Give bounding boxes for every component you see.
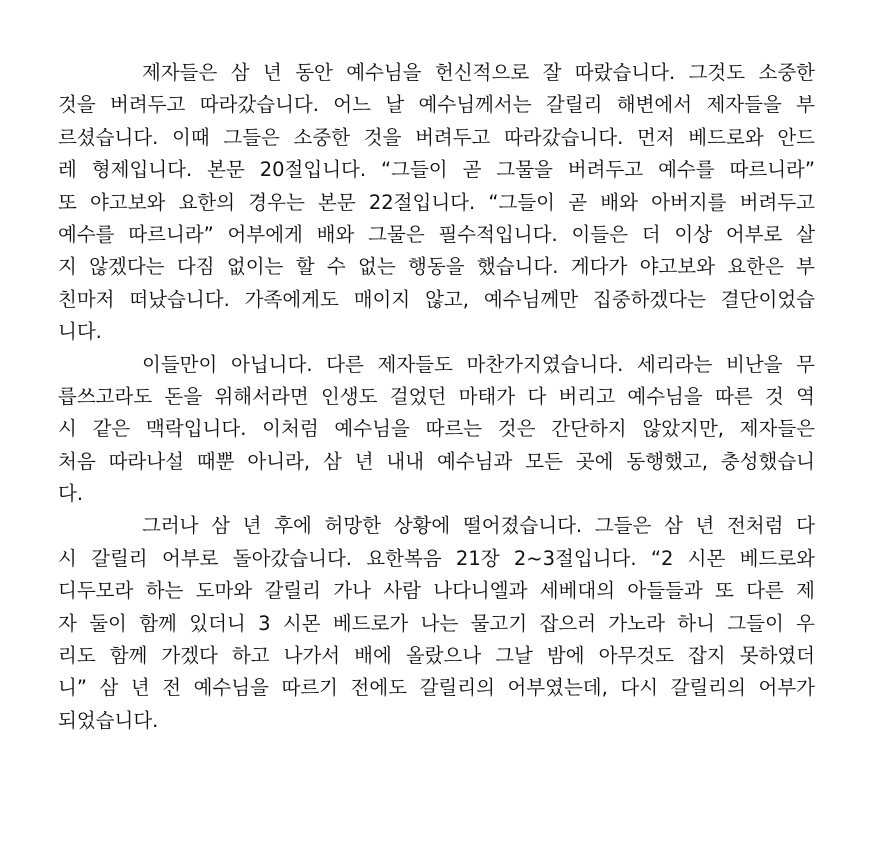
text-line: 친마저 떠났습니다. 가족에게도 매이지 않고, 예수님께만 집중하겠다는 결단이었습 — [58, 287, 815, 311]
text-line: 니” 삼 년 전 예수님을 따르기 전에도 갈릴리의 어부였는데, 다시 갈릴리의 어부가 — [58, 676, 815, 700]
text-line: 이들만이 아닙니다. 다른 제자들도 마찬가지였습니다. 세리라는 비난을 무 — [142, 352, 815, 376]
text-line: 제자들은 삼 년 동안 예수님을 헌신적으로 잘 따랐습니다. 그것도 소중한 — [142, 61, 815, 84]
text-line: 레 형제입니다. 본문 20절입니다. “그들이 곧 그물을 버려두고 예수를 따르니라” — [58, 158, 815, 182]
text-line: 리도 함께 가겠다 하고 나가서 배에 올랐으나 그날 밤에 아무것도 잡지 못하였더 — [58, 644, 815, 668]
text-line: 되었습니다. — [58, 708, 159, 732]
text-line: 것을 버려두고 따라갔습니다. 어느 날 예수님께서는 갈릴리 해변에서 제자들을 부 — [58, 93, 815, 117]
text-line: 또 야고보와 요한의 경우는 본문 22절입니다. “그들이 곧 배와 아버지를 버려두고 — [58, 190, 815, 214]
text-line: 디두모라 하는 도마와 갈릴리 가나 사람 나다니엘과 세베대의 아들들과 또 다른 제 — [58, 579, 815, 603]
text-line: 처음 따라나설 때뿐 아니라, 삼 년 내내 예수님과 모든 곳에 동행했고, 충성했습니 — [58, 449, 815, 473]
text-line: 니다. — [58, 320, 102, 344]
paragraph-1 — [58, 57, 815, 349]
text-line: 자 둘이 함께 있더니 3 시몬 베드로가 나는 물고기 잡으러 가노라 하니 그들이 우 — [58, 611, 815, 635]
paragraph-3 — [58, 510, 815, 737]
text-line: 시 같은 맥락입니다. 이처럼 예수님을 따르는 것은 간단하지 않았지만, 제자들은 — [58, 417, 815, 441]
text-line: 시 갈릴리 어부로 돌아갔습니다. 요한복음 21장 2~3절입니다. “2 시몬 베드로와 — [58, 546, 815, 570]
text-line: 그러나 삼 년 후에 허망한 상황에 떨어졌습니다. 그들은 삼 년 전처럼 다 — [142, 514, 815, 538]
text-line: 다. — [58, 482, 84, 506]
document-page — [58, 57, 815, 737]
text-line: 예수를 따르니라” 어부에게 배와 그물은 필수적입니다. 이들은 더 이상 어부로 살 — [58, 222, 815, 246]
text-line: 릅쓰고라도 돈을 위해서라면 인생도 걸었던 마태가 다 버리고 예수님을 따른 것 역 — [58, 384, 815, 408]
paragraph-2 — [58, 349, 815, 511]
text-line: 르셨습니다. 이때 그들은 소중한 것을 버려두고 따라갔습니다. 먼저 베드로와 안드 — [58, 125, 815, 149]
text-line: 지 않겠다는 다짐 없이는 할 수 없는 행동을 했습니다. 게다가 야고보와 요한은 부 — [58, 255, 815, 279]
